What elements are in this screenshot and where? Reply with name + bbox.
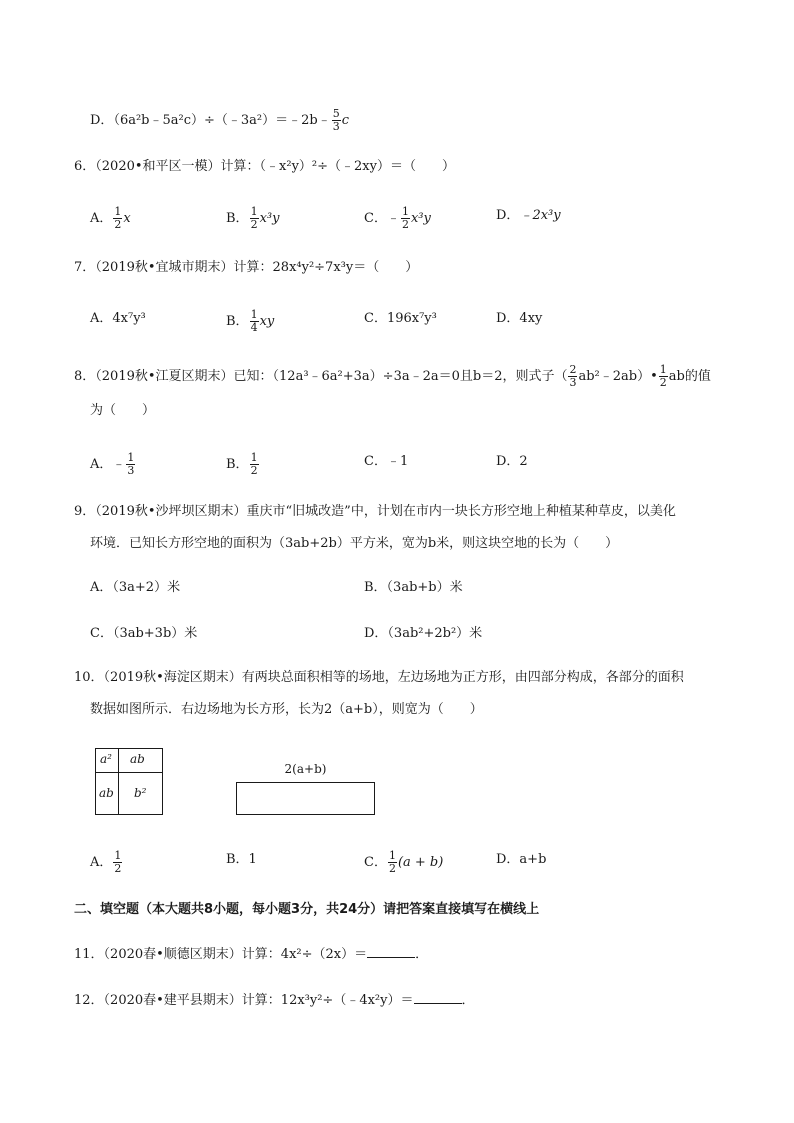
rectangle-length-label: 2(a+b) xyxy=(284,762,327,776)
fraction: $\frac{5}{3}$ xyxy=(332,107,340,133)
question-11: 11．（2020春•顺德区期末）计算：4x²÷（2x）＝ ． xyxy=(74,947,429,962)
q6-option-a[interactable]: A． $\frac{1}{2}$ x xyxy=(90,205,131,231)
q6-option-b[interactable]: B． $\frac{1}{2}$ x³y xyxy=(226,205,280,231)
q10-option-a[interactable]: A． $\frac{1}{2}$ xyxy=(90,849,122,875)
q6-option-c[interactable]: C．﹣ $\frac{1}{2}$ x³y xyxy=(364,205,431,231)
q8-option-b[interactable]: B． $\frac{1}{2}$ xyxy=(226,451,258,477)
q9-option-c[interactable]: C．（3ab+3b）米 xyxy=(90,626,198,641)
q8-option-a[interactable]: A．﹣ $\frac{1}{3}$ xyxy=(90,451,135,477)
square-field-diagram xyxy=(95,748,163,815)
question-9-stem-cont: 环境．已知长方形空地的面积为（3ab+2b）平方米，宽为b米，则这块空地的长为（ ） xyxy=(90,536,619,551)
grid-divider-vertical xyxy=(118,749,119,814)
question-9-stem: 9．（2019秋•沙坪坝区期末）重庆市“旧城改造”中，计划在市内一块长方形空地上种植某种草皮，以美化 xyxy=(74,504,676,519)
q10-option-d[interactable]: D．a+b xyxy=(496,852,547,867)
rectangle-field-diagram xyxy=(236,782,375,815)
q10-option-c[interactable]: C． $\frac{1}{2}$ (a + b) xyxy=(364,849,444,875)
question-7-stem: 7．（2019秋•宜城市期末）计算：28x⁴y²÷7x³y＝（ ） xyxy=(74,260,419,275)
answer-blank[interactable] xyxy=(414,991,462,1004)
q6-option-d[interactable]: D．﹣2x³y xyxy=(496,208,561,223)
q9-option-b[interactable]: B．（3ab+b）米 xyxy=(364,580,463,595)
grid-divider-horizontal xyxy=(96,772,162,773)
question-10-stem-cont: 数据如图所示．右边场地为长方形，长为2（a+b），则宽为（ ） xyxy=(90,702,483,717)
grid-cell-top-right: ab xyxy=(130,752,145,766)
q9-option-a[interactable]: A．（3a+2）米 xyxy=(90,580,181,595)
grid-cell-bottom-right: b² xyxy=(134,786,147,800)
question-12: 12．（2020春•建平县期末）计算：12x³y²÷（﹣4x²y）＝ ． xyxy=(74,993,475,1008)
question-8-stem-cont: 为（ ） xyxy=(90,403,156,418)
grid-cell-bottom-left: ab xyxy=(99,786,114,800)
q7-option-d[interactable]: D．4xy xyxy=(496,311,543,326)
q5-option-d: D．（6a²b﹣5a²c）÷（﹣3a²）＝﹣2b﹣ $\frac{5}{3}$ c xyxy=(90,107,350,133)
question-10-stem: 10．（2019秋•海淀区期末）有两块总面积相等的场地，左边场地为正方形，由四部分构成，各部分的面积 xyxy=(74,670,684,685)
grid-cell-top-left: a² xyxy=(100,752,112,766)
q10-option-b[interactable]: B．1 xyxy=(226,852,257,867)
answer-blank[interactable] xyxy=(367,945,415,958)
question-8-stem: 8．（2019秋•江夏区期末）已知：（12a³﹣6a²+3a）÷3a﹣2a＝0且b＝2，则式子（ $\frac{2}{3}$ ab²﹣2ab）• $\frac{1}{2}$ ab的值 xyxy=(74,363,711,389)
question-6-stem: 6．（2020•和平区一模）计算：（﹣x²y）²÷（﹣2xy）＝（ ） xyxy=(74,159,455,174)
q7-option-c[interactable]: C．196x⁷y³ xyxy=(364,311,437,326)
q9-option-d[interactable]: D．（3ab²+2b²）米 xyxy=(364,626,483,641)
q8-option-d[interactable]: D．2 xyxy=(496,454,528,469)
q7-option-a[interactable]: A．4x⁷y³ xyxy=(90,311,146,326)
section-2-heading: 二、填空题（本大题共8小题，每小题3分，共24分）请把答案直接填写在横线上 xyxy=(74,902,540,917)
q8-option-c[interactable]: C．﹣1 xyxy=(364,454,409,469)
q7-option-b[interactable]: B． $\frac{1}{4}$ xy xyxy=(226,308,275,334)
